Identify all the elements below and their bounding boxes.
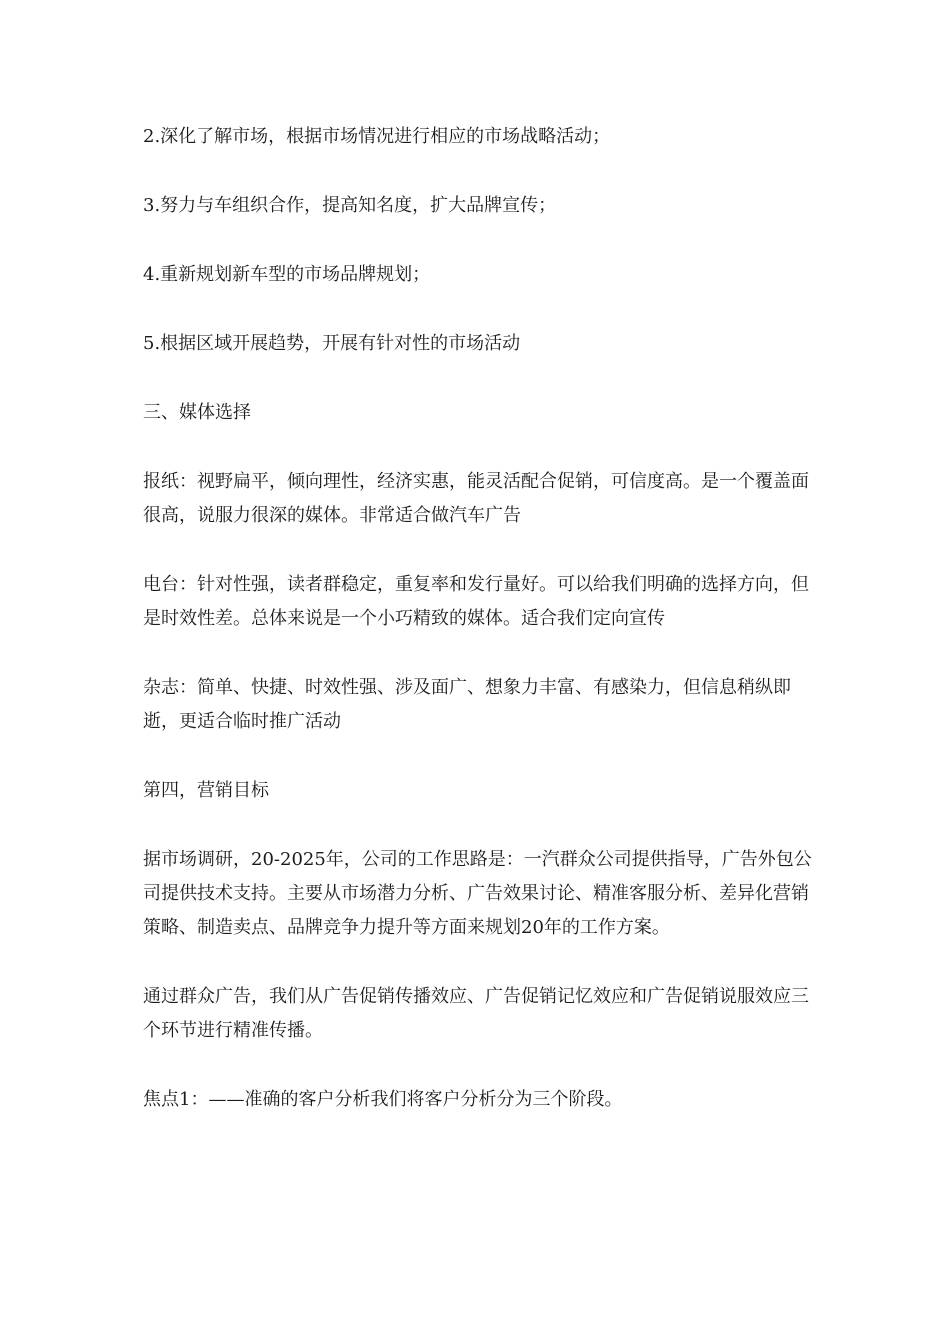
paragraph-advertising: 通过群众广告，我们从广告促销传播效应、广告促销记忆效应和广告促销说服效应三个环节进行精准传播。 [143, 986, 809, 1041]
paragraph-newspaper: 报纸：视野扁平，倾向理性，经济实惠，能灵活配合促销，可信度高。是一个覆盖面很高，说服力很深的媒体。非常适合做汽车广告 [143, 471, 809, 526]
section-heading-media: 三、媒体选择 [143, 402, 251, 423]
paragraph-item-3: 3.努力与车组织合作，提高知名度，扩大品牌宣传； [143, 195, 557, 216]
paragraph-item-4: 4.重新规划新车型的市场品牌规划； [143, 264, 431, 285]
paragraph-market-research: 据市场调研，20-2025年，公司的工作思路是：一汽群众公司提供指导，广告外包公司提供技术支持。主要从市场潜力分析、广告效果讨论、精准客服分析、差异化营销策略、制造卖点、品牌竞争力提升等方面来规划20年的工作方案。 [143, 849, 812, 938]
paragraph-focus-1: 焦点1：——准确的客户分析我们将客户分析分为三个阶段。 [143, 1089, 623, 1110]
paragraph-magazine: 杂志：简单、快捷、时效性强、涉及面广、想象力丰富、有感染力，但信息稍纵即逝，更适合临时推广活动 [143, 677, 791, 732]
paragraph-radio: 电台：针对性强，读者群稳定，重复率和发行量好。可以给我们明确的选择方向，但是时效性差。总体来说是一个小巧精致的媒体。适合我们定向宣传 [143, 574, 809, 629]
document-body [143, 120, 813, 1152]
section-heading-marketing-goal: 第四，营销目标 [143, 780, 269, 801]
paragraph-item-2: 2.深化了解市场，根据市场情况进行相应的市场战略活动； [143, 126, 611, 147]
paragraph-item-5: 5.根据区域开展趋势，开展有针对性的市场活动 [143, 333, 521, 354]
